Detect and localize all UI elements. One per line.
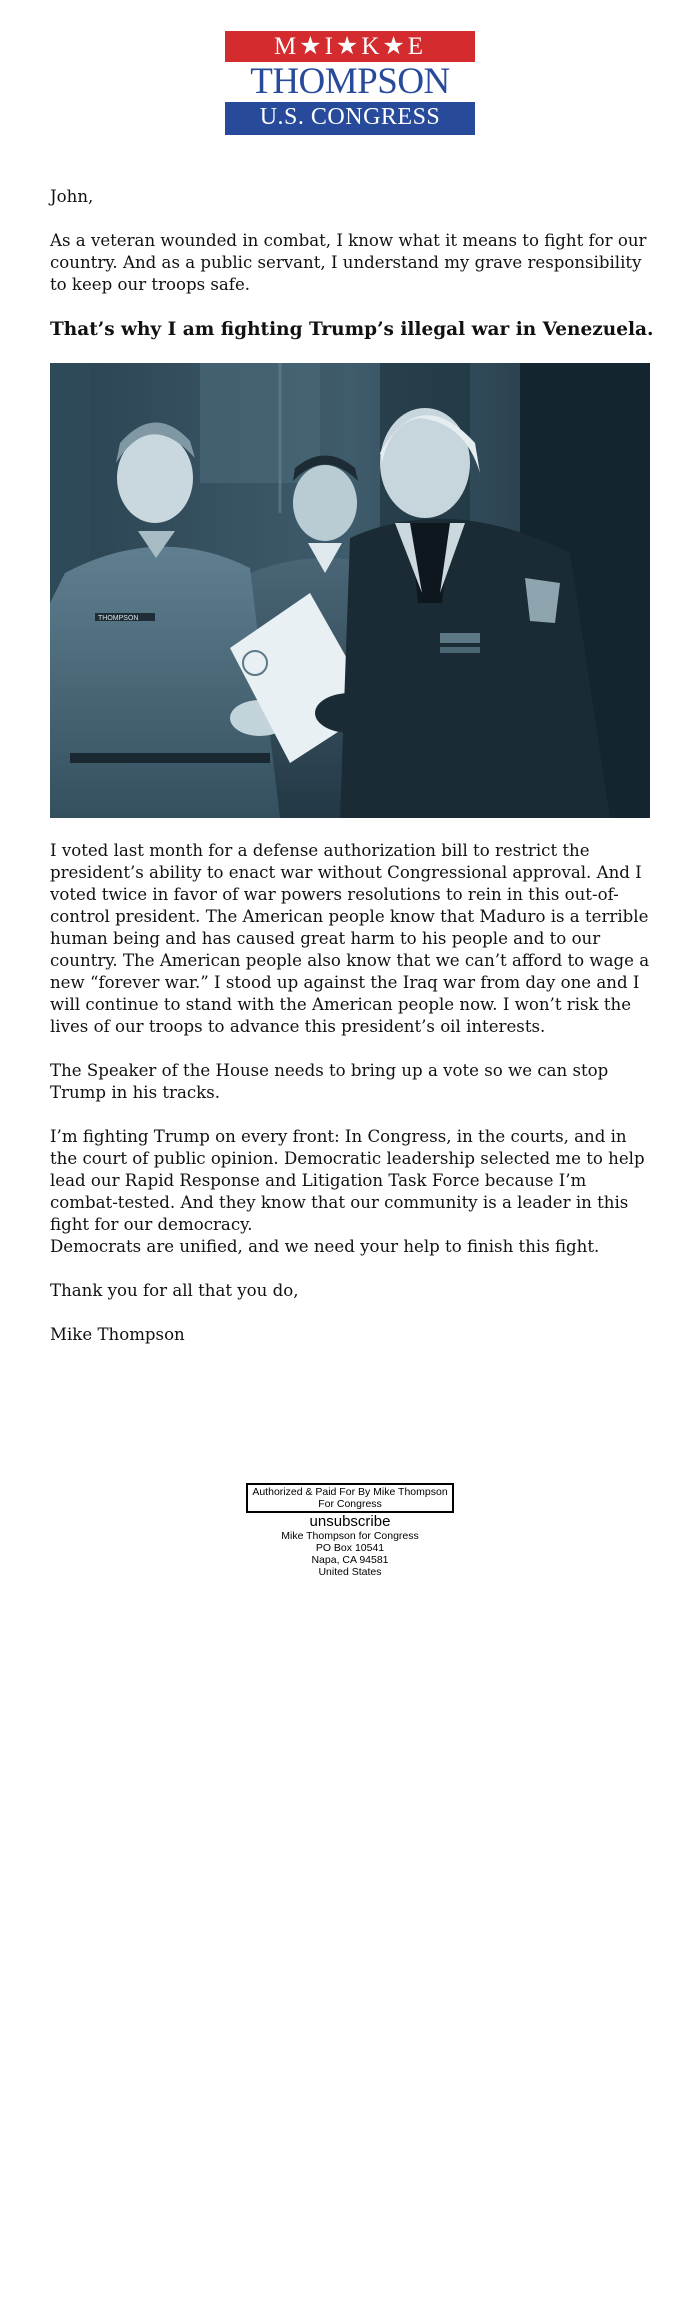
ceremony-photo [50, 363, 650, 818]
logo-first-name: M★I★K★E [225, 31, 475, 62]
footer-city: Napa, CA 94581 [311, 1554, 389, 1566]
logo-office: U.S. CONGRESS [225, 102, 475, 135]
signature: Mike Thompson [50, 1325, 185, 1344]
disclaimer-line-1: Authorized & Paid For By Mike Thompson [252, 1486, 448, 1498]
disclaimer-box [246, 1483, 454, 1513]
paragraph-unified: Democrats are unified, and we need your help to finish this fight. [50, 1237, 600, 1256]
disclaimer-line-2: For Congress [318, 1498, 382, 1510]
footer-po-box: PO Box 10541 [315, 1542, 385, 1554]
closing: Thank you for all that you do, [50, 1281, 299, 1300]
greeting: John, [50, 187, 94, 206]
footer-country: United States [318, 1566, 382, 1578]
footer-org: Mike Thompson for Congress [281, 1530, 419, 1542]
paragraph-fighting: I’m fighting Trump on every front: In Congress, in the courts, and in the court of public opinion. Democratic leadership selected me to help lead our Rapid Response and Litigation Task Force because I’m combat-tested. And they know that our community is a leader in this fight for our democracy. [50, 1127, 645, 1234]
email-footer [0, 1483, 700, 1578]
unsubscribe-link[interactable]: unsubscribe [309, 1513, 391, 1530]
photo-name-tag: THOMPSON [98, 615, 139, 622]
paragraph-votes: I voted last month for a defense authorization bill to restrict the president’s ability to enact war without Congressional approval. And I voted twice in favor of war powers resolutions to rein in this out-of-control president. The American people know that Maduro is a terrible human being and has caused great harm to his people and to our country. The American people also know that we can’t afford to wage a new “forever war.” I stood up against the Iraq war from day one and I will continue to stand with the American people now. I won’t risk the lives of our troops to advance this president’s oil interests. [50, 841, 650, 1036]
campaign-logo [225, 31, 475, 135]
headline: That’s why I am fighting Trump’s illegal war in Venezuela. [50, 319, 654, 340]
intro-paragraph: As a veteran wounded in combat, I know what it means to fight for our country. And as a public servant, I understand my grave responsibility to keep our troops safe. [50, 231, 647, 294]
paragraph-speaker: The Speaker of the House needs to bring up a vote so we can stop Trump in his tracks. [50, 1061, 609, 1102]
logo-last-name: THOMPSON [225, 62, 475, 102]
